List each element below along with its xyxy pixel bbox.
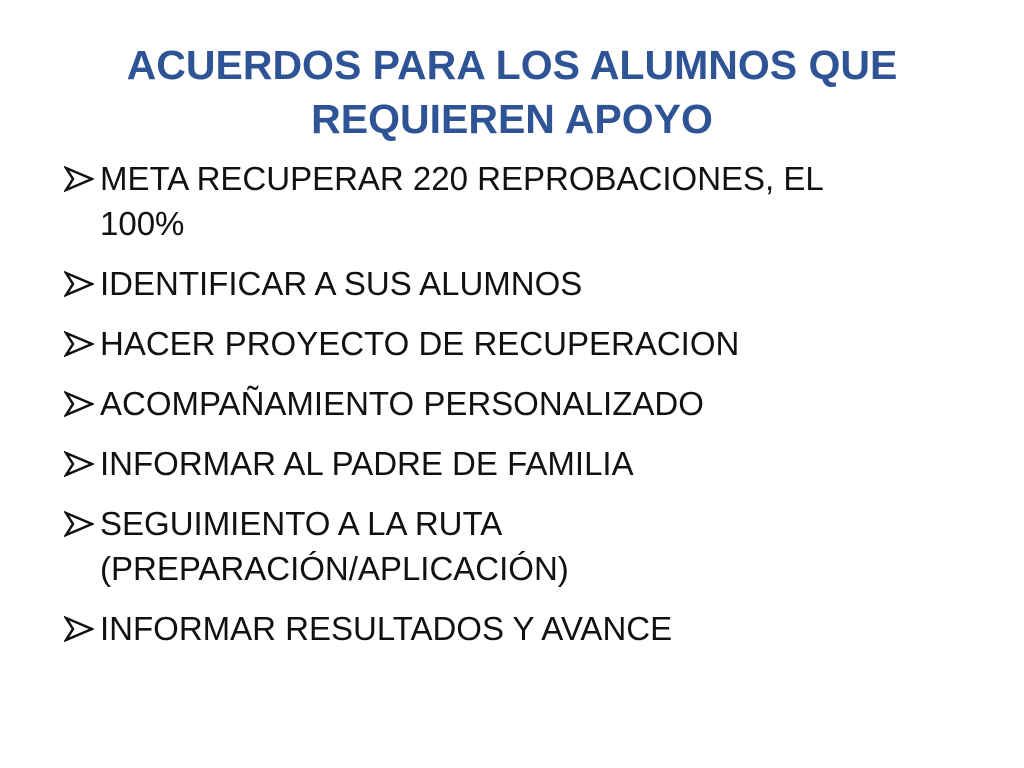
bullet-text: SEGUIMIENTO A LA RUTA (PREPARACIÓN/APLICACIÓN)	[100, 505, 569, 587]
bullet-item	[64, 381, 964, 426]
bullet-list	[64, 156, 964, 666]
bullet-item	[64, 156, 964, 246]
bullet-text: ACOMPAÑAMIENTO PERSONALIZADO	[100, 385, 704, 422]
arrowhead-bullet-icon	[64, 261, 100, 306]
bullet-text: META RECUPERAR 220 REPROBACIONES, EL 100%	[100, 160, 824, 242]
arrowhead-bullet-icon	[64, 156, 100, 201]
bullet-text: INFORMAR RESULTADOS Y AVANCE	[100, 610, 673, 647]
slide-title: ACUERDOS PARA LOS ALUMNOS QUE REQUIEREN APOYO	[126, 42, 898, 142]
bullet-text: INFORMAR AL PADRE DE FAMILIA	[100, 445, 634, 482]
bullet-text: HACER PROYECTO DE RECUPERACION	[100, 325, 740, 362]
arrowhead-bullet-icon	[64, 501, 100, 546]
arrowhead-bullet-icon	[64, 381, 100, 426]
arrowhead-bullet-icon	[64, 441, 100, 486]
arrowhead-bullet-icon	[64, 321, 100, 366]
bullet-item	[64, 321, 964, 366]
bullet-item	[64, 441, 964, 486]
bullet-item	[64, 261, 964, 306]
bullet-item	[64, 606, 964, 651]
bullet-text: IDENTIFICAR A SUS ALUMNOS	[100, 265, 583, 302]
arrowhead-bullet-icon	[64, 606, 100, 651]
bullet-item	[64, 501, 964, 591]
